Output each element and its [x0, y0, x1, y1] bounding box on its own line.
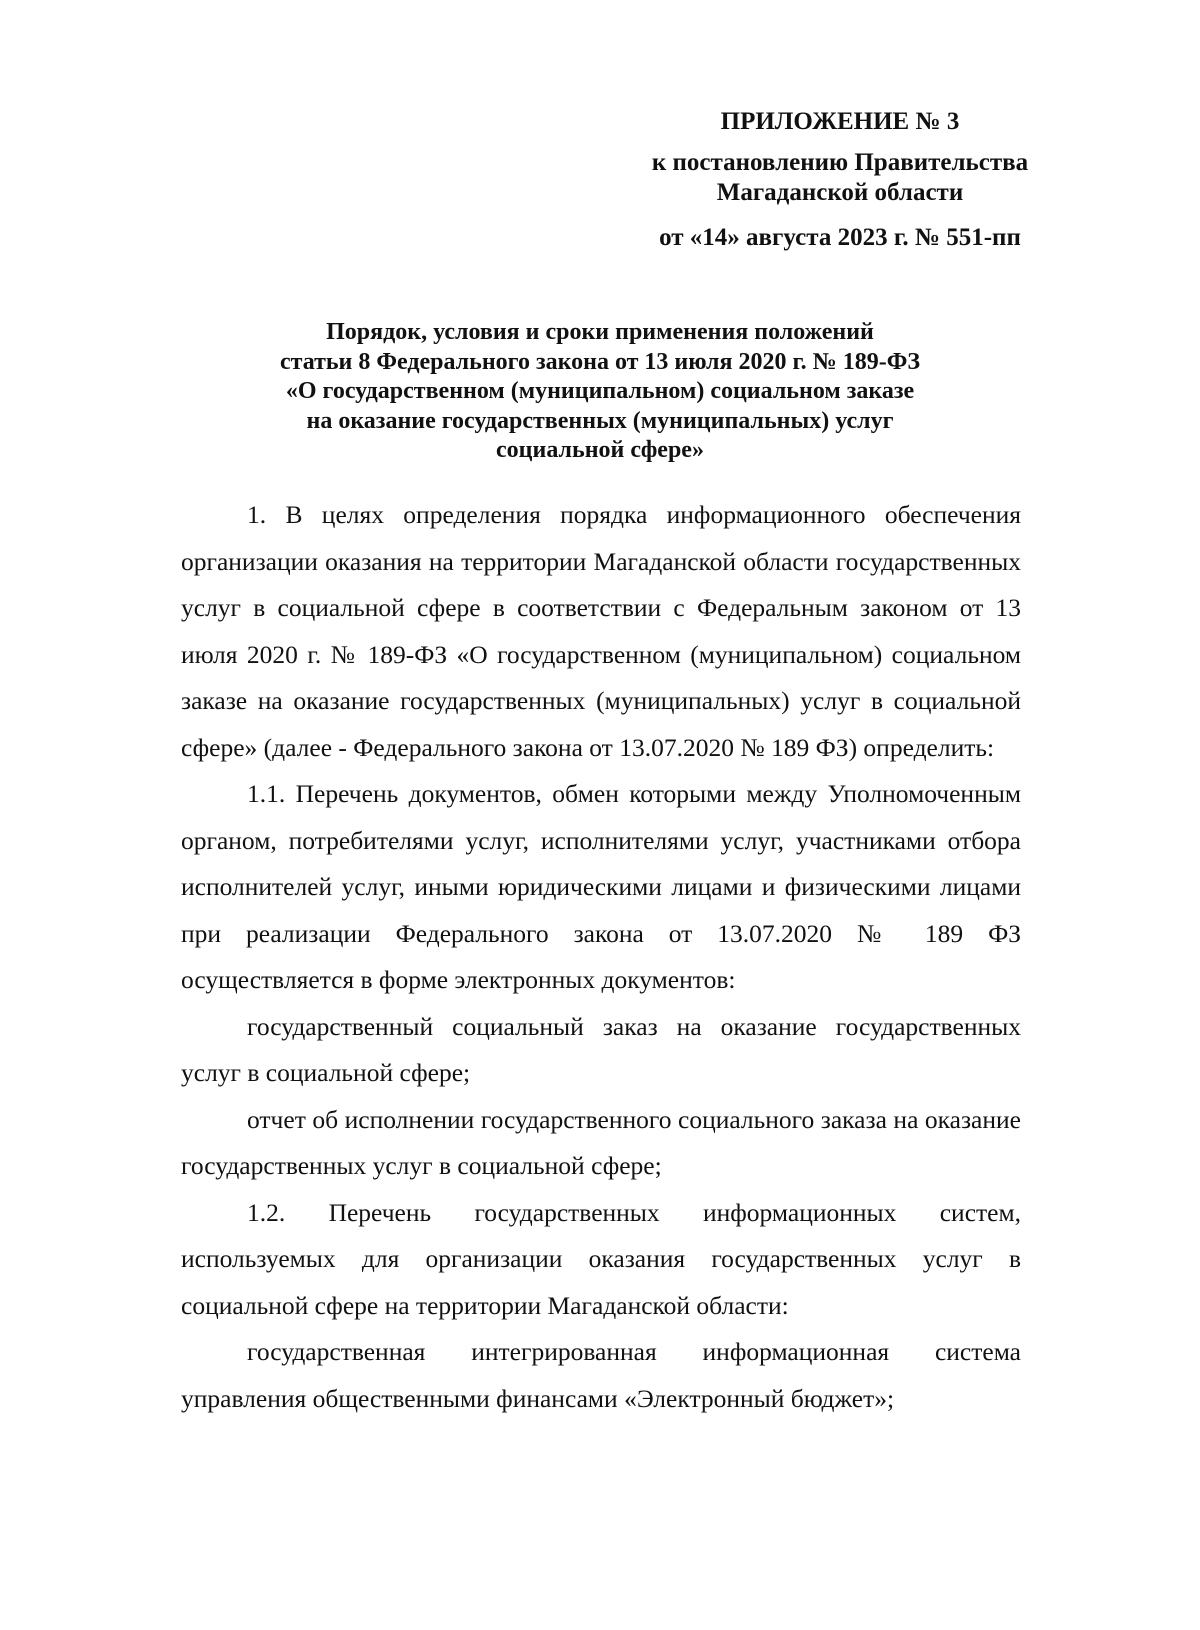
document-title-line: на оказание государственных (муниципальных) услуг [306, 407, 894, 434]
document-body [181, 492, 1021, 1422]
list-item-electronic-budget: государственная интегрированная информационная система управления общественными финансами «Электронный бюджет»; [181, 1337, 1021, 1413]
paragraph-1: 1. В целях определения порядка информационного обеспечения организации оказания на территории Магаданской области государственных услуг в социальной сфере в соответствии с Федеральным законом от 13 июля 2020 г. № 189-ФЗ «О государственном (муниципальном) социальном заказе на оказание государственных (муниципальных) услуг в социальной сфере» (далее - Федерального закона от 13.07.2020 № 189 ФЗ) определить: [181, 500, 1021, 762]
appendix-date: от «14» августа 2023 г. № 551-пп [659, 224, 1021, 251]
document-title [180, 318, 1020, 466]
paragraph-1-1: 1.1. Перечень документов, обмен которыми между Уполномоченным органом, потребителями услуг, исполнителями услуг, участниками отбора исполнителей услуг, иными юридическими лицами и физическими лицами при реализации Федерального закона от 13.07.2020 № 189 ФЗ осуществляется в форме электронных документов: [181, 779, 1021, 994]
list-item-social-order: государственный социальный заказ на оказание государственных услуг в социальной сфере; [181, 1011, 1021, 1087]
document-title-line: статьи 8 Федерального закона от 13 июля 2020 г. № 189-ФЗ [279, 348, 921, 375]
list-item-order-report: отчет об исполнении государственного социального заказа на оказание государственных услуг в социальной сфере; [181, 1104, 1021, 1180]
appendix-header [620, 106, 1060, 254]
appendix-region-line: Магаданской области [716, 179, 964, 206]
document-title-line: социальной сфере» [496, 437, 704, 463]
appendix-resolution-line: к постановлению Правительства [651, 149, 1029, 176]
document-title-line: Порядок, условия и сроки применения положений [326, 319, 874, 345]
document-title-line: «О государственном (муниципальном) социальном заказе [285, 378, 915, 404]
appendix-title: ПРИЛОЖЕНИЕ № 3 [720, 108, 960, 135]
paragraph-1-2: 1.2. Перечень государственных информационных систем, используемых для организации оказания государственных услуг в социальной сфере на территории Магаданской области: [181, 1197, 1021, 1320]
